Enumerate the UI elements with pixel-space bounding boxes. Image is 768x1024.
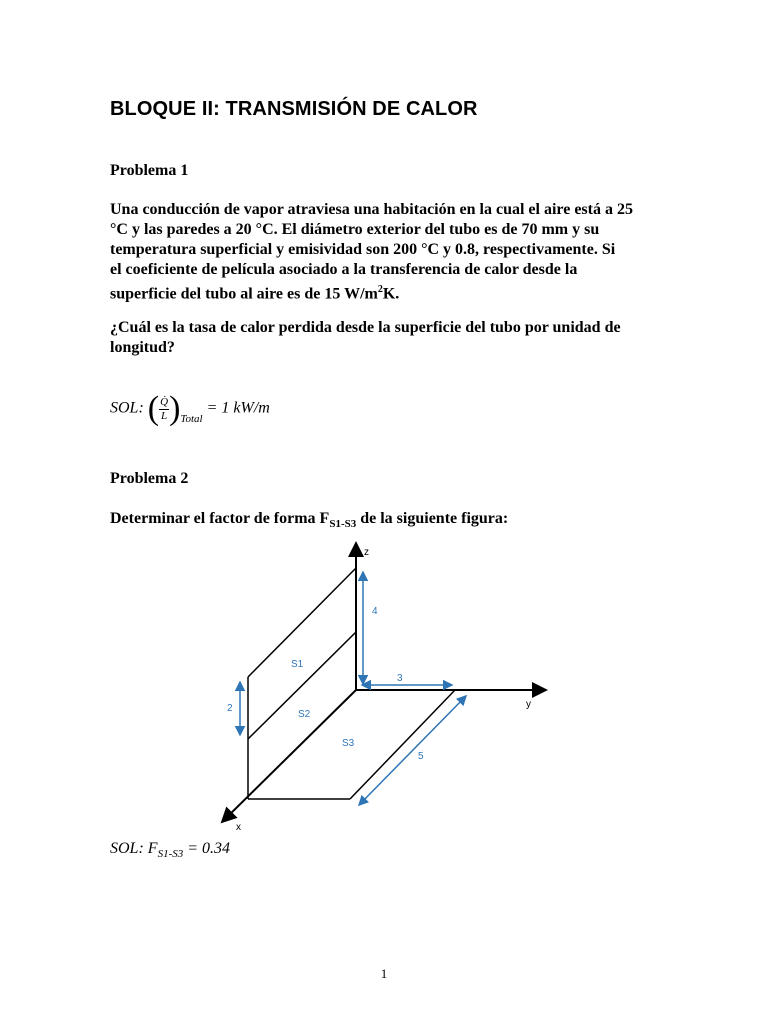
dimension-4-label: 4 bbox=[372, 606, 378, 617]
surface-s2-label: S2 bbox=[298, 709, 311, 720]
statement-subscript: S1-S3 bbox=[329, 518, 357, 531]
dimension-2-label: 2 bbox=[227, 703, 233, 714]
statement-superscript: 2 bbox=[377, 284, 383, 295]
statement-text: K. bbox=[382, 285, 400, 303]
wall-divider bbox=[248, 632, 356, 739]
fraction-numerator: Q̇ bbox=[160, 395, 169, 408]
solution-suffix: = 1 kW/m bbox=[202, 399, 270, 417]
x-axis-label: x bbox=[236, 822, 241, 833]
problem-1-title: Problema 1 bbox=[110, 162, 189, 179]
statement-text: superficie del tubo al aire es de 15 W/m bbox=[110, 285, 378, 303]
statement-text: Determinar el factor de forma F bbox=[110, 510, 330, 527]
x-axis bbox=[222, 690, 356, 822]
statement-text: de la siguiente figura: bbox=[356, 510, 509, 527]
problem-2-title: Problema 2 bbox=[110, 470, 189, 487]
statement-line: temperatura superficial y emisividad son 200 °C y 0.8, respectivamente. Si bbox=[110, 241, 616, 258]
dimension-5-label: 5 bbox=[418, 751, 424, 762]
question-line: longitud? bbox=[110, 339, 175, 356]
solution-subscript: Total bbox=[180, 412, 203, 425]
page-heading: BLOQUE II: TRANSMISIÓN DE CALOR bbox=[110, 98, 478, 120]
floor-far-edge bbox=[350, 690, 455, 799]
question-line: ¿Cuál es la tasa de calor perdida desde la superficie del tubo por unidad de bbox=[110, 319, 621, 336]
solution-prefix: SOL: bbox=[110, 399, 148, 417]
fraction-denominator: L bbox=[161, 409, 168, 422]
surface-s3-label: S3 bbox=[342, 738, 355, 749]
dimension-5-arrow bbox=[359, 696, 466, 805]
statement-line: °C y las paredes a 20 °C. El diámetro exterior del tubo es de 70 mm y su bbox=[110, 221, 600, 238]
solution-prefix: SOL: F bbox=[110, 840, 158, 857]
z-axis-label: z bbox=[364, 547, 369, 558]
solution-subscript: S1-S3 bbox=[157, 848, 184, 861]
problem-2-solution bbox=[110, 840, 230, 860]
statement-line: Una conducción de vapor atraviesa una habitación en la cual el aire está a 25 bbox=[110, 201, 633, 218]
statement-line: el coeficiente de película asociado a la transferencia de calor desde la bbox=[110, 261, 578, 278]
open-paren: ( bbox=[147, 390, 160, 427]
dimension-3-label: 3 bbox=[397, 673, 403, 684]
surface-s1-label: S1 bbox=[291, 659, 304, 670]
solution-suffix: = 0.34 bbox=[183, 840, 231, 857]
close-paren: ) bbox=[169, 390, 181, 427]
y-axis-label: y bbox=[526, 699, 531, 710]
page-number: 1 bbox=[380, 966, 388, 981]
